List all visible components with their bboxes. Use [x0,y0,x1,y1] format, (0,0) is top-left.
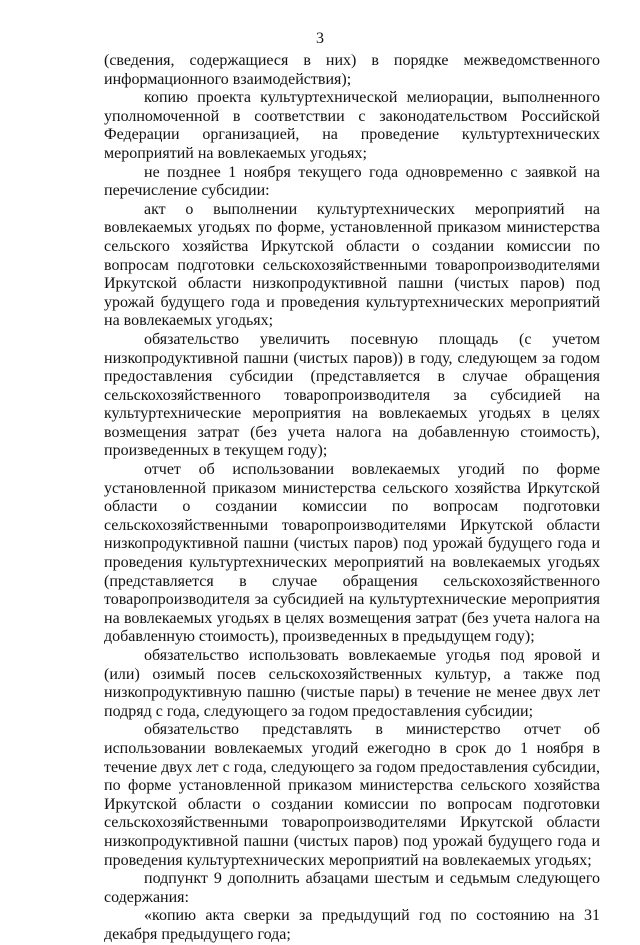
paragraph: «копию акта сверки за предыдущий год по состоянию на 31 декабря предыдущего года; [104,907,600,943]
paragraph: обязательство увеличить посевную площадь (с учетом низкопродуктивной пашни (чистых паров)) в году, следующем за годом предоставления субсидии (представляется в случае обращения сельскохозяйственного товаропроизводителя за субсидией на культуртехнические мероприятия на вовлекаемых угодьях в целях возмещения затрат (без учета налога на добавленную стоимость), произведенных в текущем году); [104,330,600,460]
paragraph: не позднее 1 ноября текущего года одновременно с заявкой на перечисление субсидии: [104,163,600,200]
paragraph: копию проекта культуртехнической мелиорации, выполненного уполномоченной в соответствии с законодательством Российской Федерации организацией, на проведение культуртехнических мероприятий на вовлекаемых угодьях; [104,89,600,162]
paragraph: обязательство представлять в министерство отчет об использовании вовлекаемых угодий ежегодно в срок до 1 ноября в течение двух лет с года, следующего за годом предоставления субсидии, по форме установленной приказом министерства сельского хозяйства Иркутской области о создании комиссии по вопросам подготовки сельскохозяйственными товаропроизводителями Иркутской области низкопродуктивной пашни (чистых паров) под урожай будущего года и проведения культуртехнических мероприятий на вовлекаемых угодьях; [104,721,600,869]
paragraph: (сведения, содержащиеся в них) в порядке межведомственного информационного взаимодействия); [104,52,600,88]
paragraph: отчет об использовании вовлекаемых угодий по форме установленной приказом министерства сельского хозяйства Иркутской области о создании комиссии по вопросам подготовки сельскохозяйственными товаропроизводителями Иркутской области низкопродуктивной пашни (чистых паров) под урожай будущего года и проведения культуртехнических мероприятий на вовлекаемых угодьях (представляется в случае обращения сельскохозяйственного товаропроизводителя за субсидией на культуртехнические мероприятия на вовлекаемых угодьях в целях возмещения затрат (без учета налога на добавленную стоимость), произведенных в предыдущем году); [104,461,600,646]
page-number: 3 [316,30,324,47]
paragraph: обязательство использовать вовлекаемые угодья под яровой и (или) озимый посев сельскохозяйственных культур, а также под низкопродуктивную пашню (чистые пары) в течение не менее двух лет подряд с года, следующего за годом предоставления субсидии; [104,647,600,720]
document-body [104,52,600,945]
paragraph: акт о выполнении культуртехнических мероприятий на вовлекаемых угодьях по форме, установленной приказом министерства сельского хозяйства Иркутской области о создании комиссии по вопросам подготовки сельскохозяйственными товаропроизводителями Иркутской области низкопродуктивной пашни (чистых паров) под урожай будущего года и проведения культуртехнических мероприятий на вовлекаемых угодьях; [104,200,600,330]
paragraph: подпункт 9 дополнить абзацами шестым и седьмым следующего содержания: [104,870,600,906]
